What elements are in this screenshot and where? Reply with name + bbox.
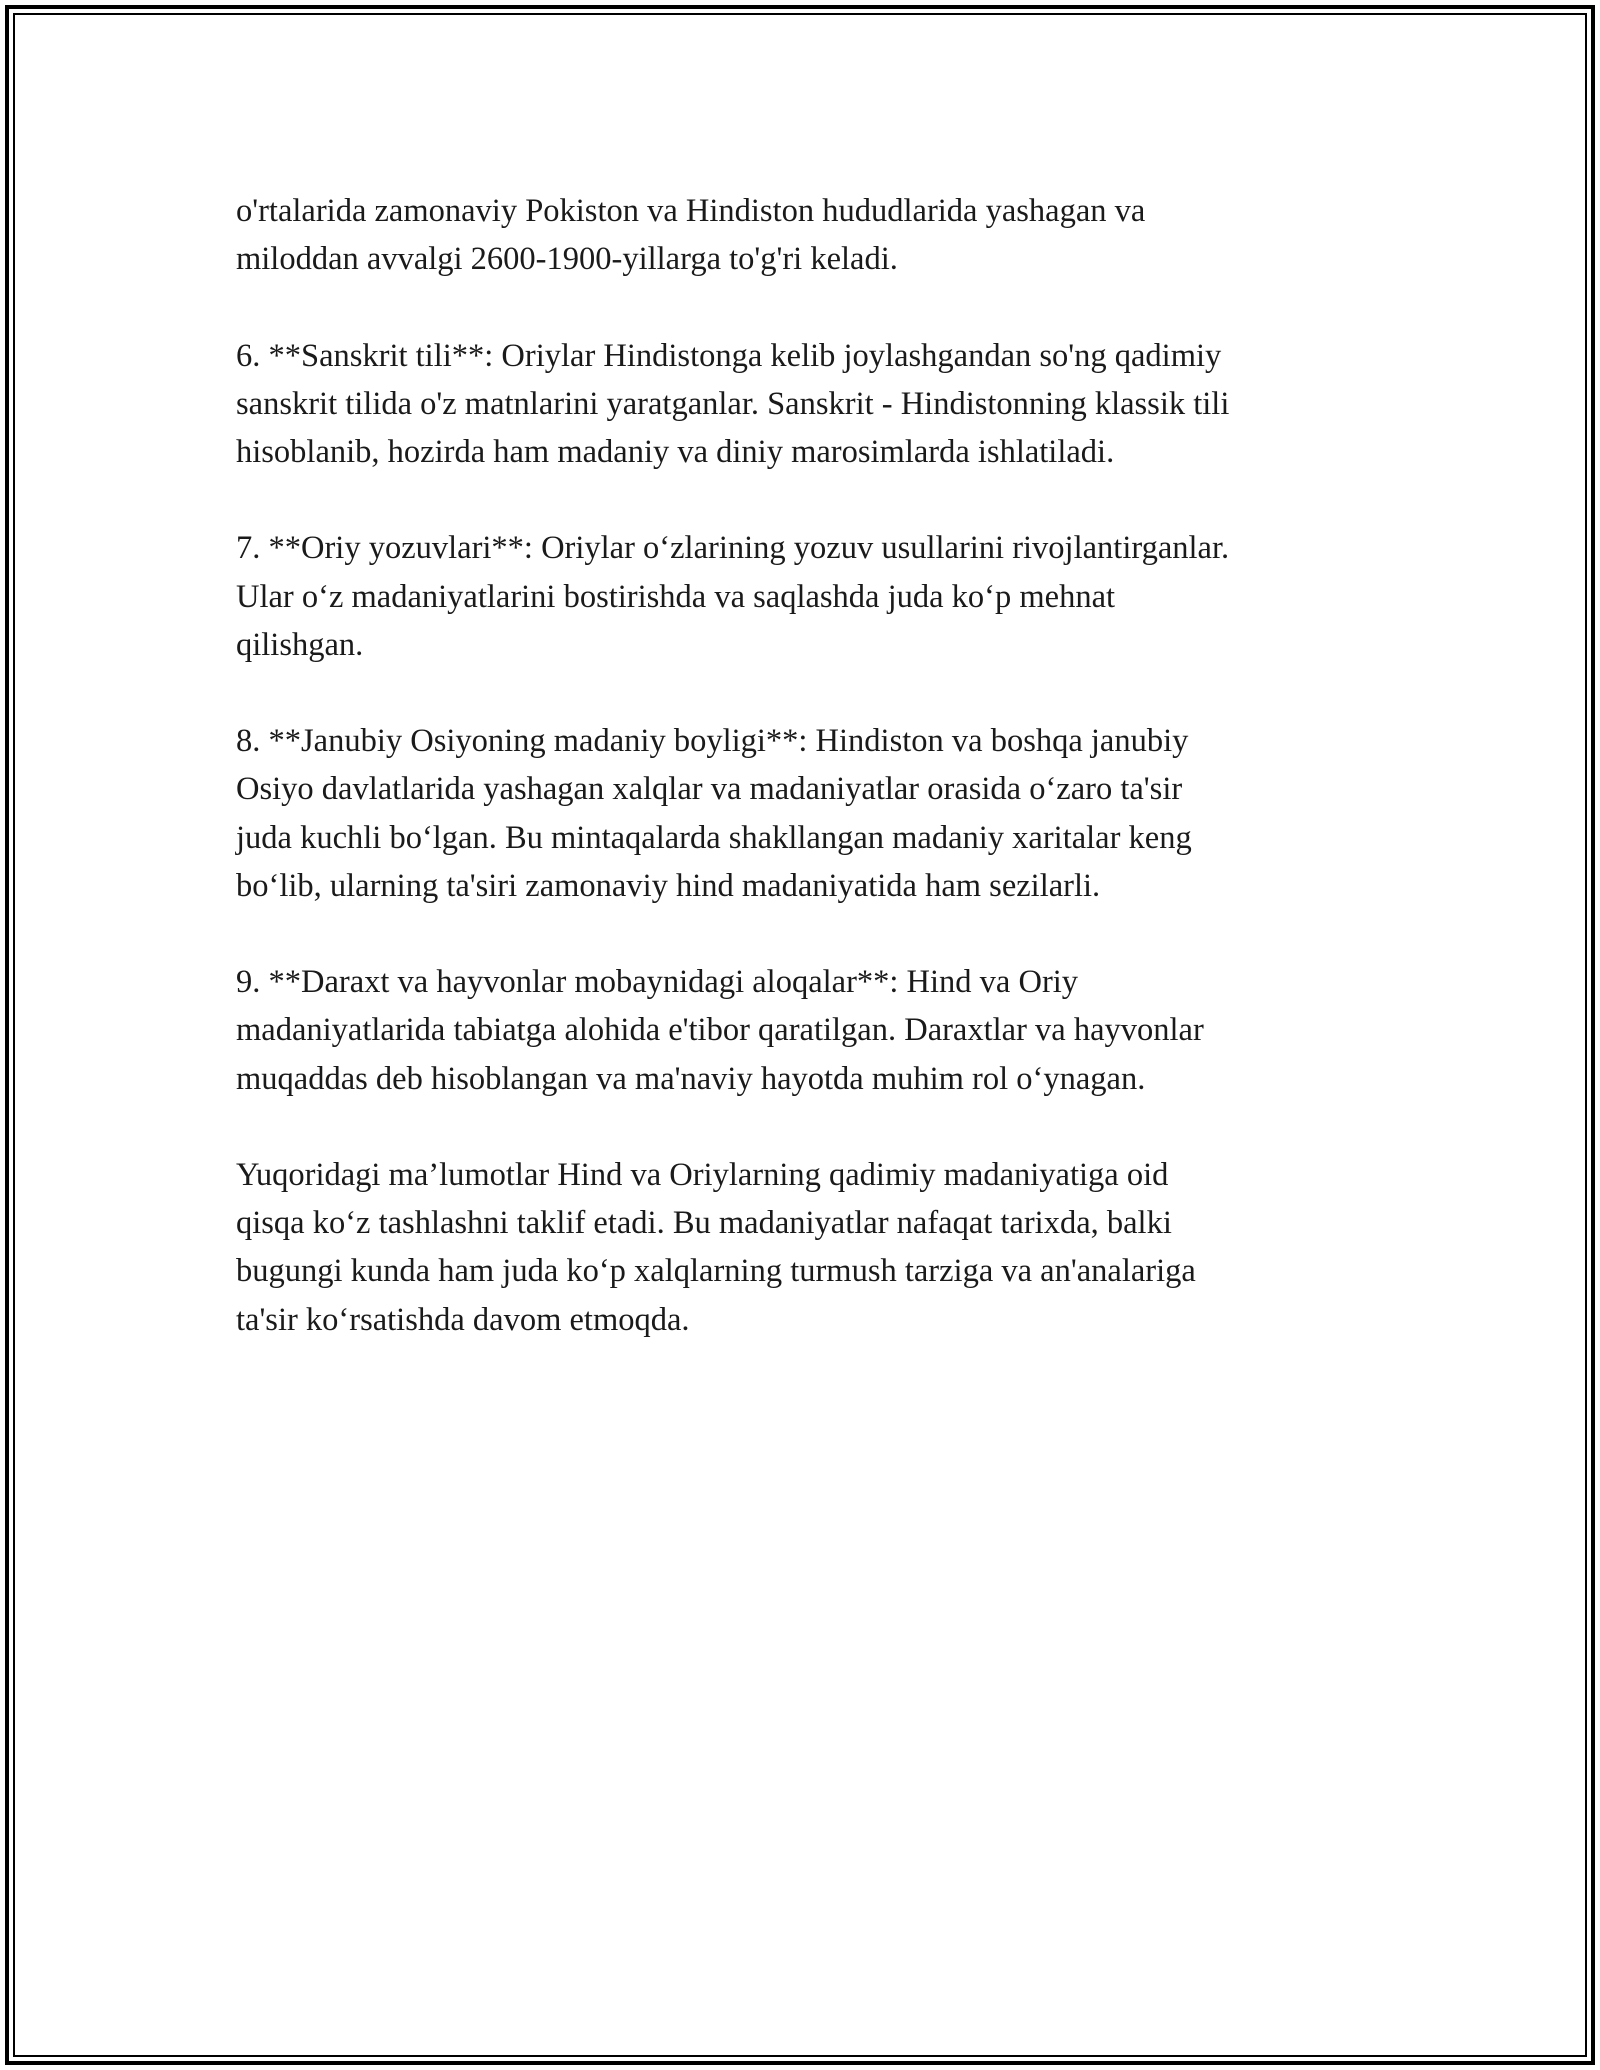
- paragraph-item-6-sanskrit: 6. **Sanskrit tili**: Oriylar Hindistonga kelib joylashgandan so'ng qadimiy sanskrit tilida o'z matnlarini yaratganlar. Sanskrit - Hindistonning klassik tili hisoblanib, hozirda ham madaniy va diniy marosimlarda ishlatiladi.: [236, 337, 1230, 470]
- paragraph-conclusion: Yuqoridagi ma’lumotlar Hind va Oriylarning qadimiy madaniyatiga oid qisqa ko‘z tashlashni taklif etadi. Bu madaniyatlar nafaqat tarixda, balki bugungi kunda ham juda ko‘p xalqlarning turmush tarziga va an'analariga ta'sir ko‘rsatishda davom etmoqda.: [236, 1156, 1196, 1338]
- paragraph-item-8-south-asia: 8. **Janubiy Osiyoning madaniy boyligi**: Hindiston va boshqa janubiy Osiyo davlatlarida yashagan xalqlar va madaniyatlar orasida o‘zaro ta'sir juda kuchli bo‘lgan. Bu mintaqalarda shakllangan madaniy xaritalar keng bo‘lib, ularning ta'siri zamonaviy hind madaniyatida ham sezilarli.: [236, 723, 1192, 904]
- paragraph-continuation: o'rtalarida zamonaviy Pokiston va Hindiston hududlarida yashagan va miloddan avvalgi 2600-1900-yillarga to'g'ri keladi.: [236, 193, 1146, 278]
- document-body: [236, 187, 1366, 1344]
- paragraph-item-9-nature: 9. **Daraxt va hayvonlar mobaynidagi aloqalar**: Hind va Oriy madaniyatlarida tabiatga alohida e'tibor qaratilgan. Daraxtlar va hayvonlar muqaddas deb hisoblangan va ma'naviy hayotda muhim rol o‘ynagan.: [236, 964, 1204, 1097]
- paragraph-item-7-writing: 7. **Oriy yozuvlari**: Oriylar o‘zlarining yozuv usullarini rivojlantirganlar. Ular o‘z madaniyatlarini bostirishda va saqlashda juda ko‘p mehnat qilishgan.: [236, 530, 1230, 663]
